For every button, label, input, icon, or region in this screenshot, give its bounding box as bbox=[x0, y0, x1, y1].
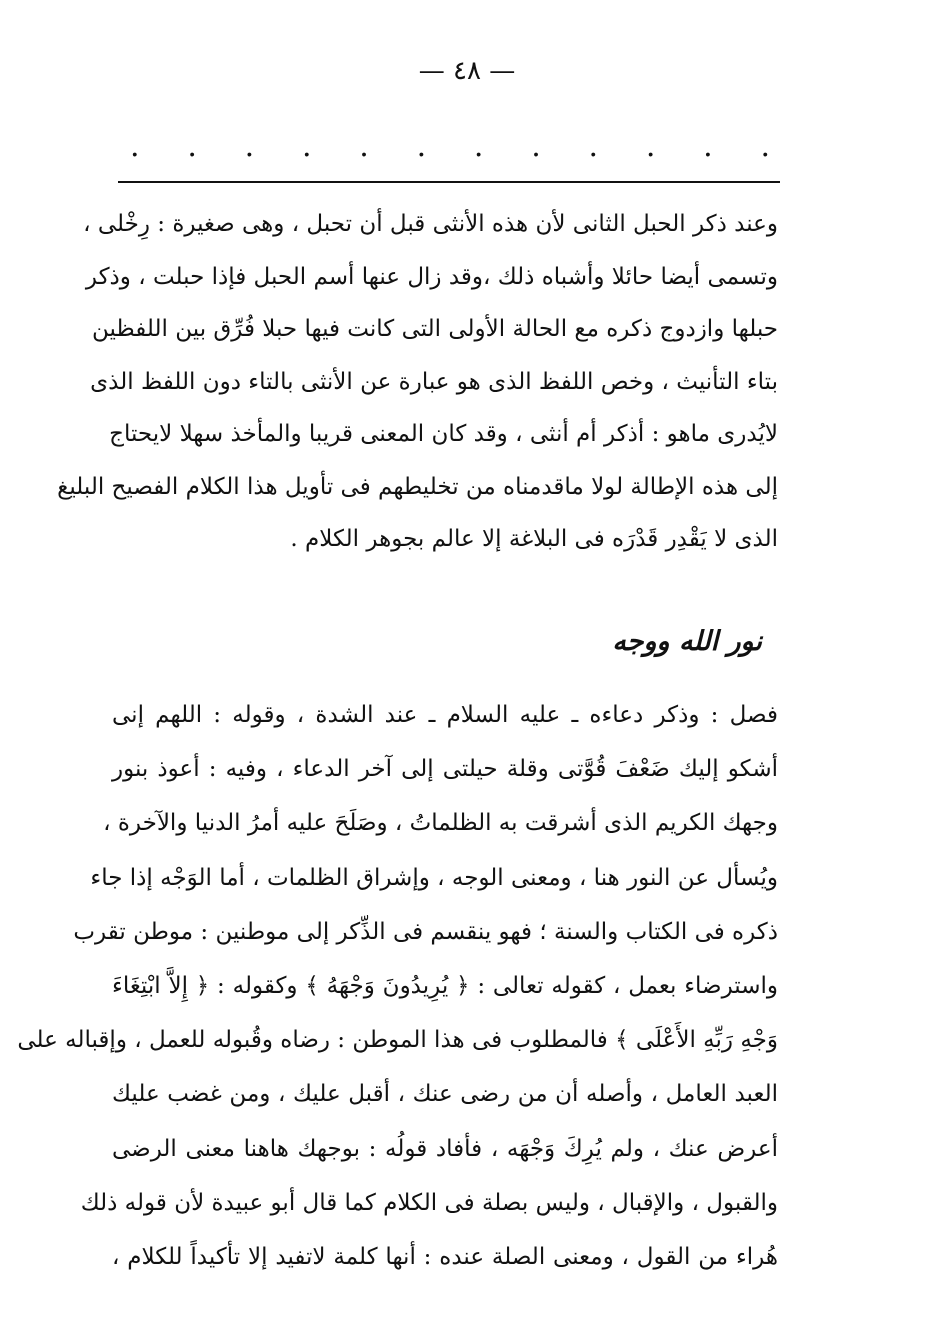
paragraph-continued bbox=[57, 198, 778, 566]
separator-dot: . bbox=[531, 129, 541, 164]
separator-dot: . bbox=[130, 129, 140, 164]
paragraph-section bbox=[17, 688, 778, 1284]
section-heading: نور الله ووجه bbox=[612, 626, 762, 657]
text-line: واسترضاء بعمل ، كقوله تعالى : ﴿ يُرِيدُونَ وَجْهَهُ ﴾ وكقوله : ﴿ إِلاَّ ابْتِغَاءَ bbox=[112, 972, 778, 999]
text-line: لايُدرى ماهو : أذكر أم أنثى ، وقد كان المعنى قريبا والمأخذ سهلا لايحتاج bbox=[109, 421, 778, 447]
text-line: ذكره فى الكتاب والسنة ؛ فهو ينقسم فى الذِّكر إلى موطنين : موطن تقرب bbox=[73, 918, 778, 945]
text-line: وعند ذكر الحبل الثانى لأن هذه الأنثى قبل أن تحبل ، وهى صغيرة : رِخْلى ، bbox=[83, 211, 778, 237]
text-line: إلى هذه الإطالة لولا ماقدمناه من تخليطهم فى تأويل هذا الكلام الفصيح البليغ bbox=[57, 473, 778, 500]
text-line: ويُسأل عن النور هنا ، ومعنى الوجه ، وإشراق الظلمات ، أما الوَجْه إذا جاء bbox=[90, 864, 778, 891]
text-line: فصل : وذكر دعاءه ـ عليه السلام ـ عند الشدة ، وقوله : اللهم إنى bbox=[112, 702, 778, 728]
separator-dot: . bbox=[760, 129, 770, 164]
text-line: أشكو إليك ضَعْفَ قُوَّتى وقلة حيلتى إلى آخر الدعاء ، وفيه : أعوذ بنور bbox=[112, 756, 778, 783]
text-line: العبد العامل ، وأصله أن من رضى عنك ، أقبل عليك ، ومن غضب عليك bbox=[112, 1081, 778, 1108]
text-line: بتاء التأنيث ، وخص اللفظ الذى هو عبارة عن الأنثى بالتاء دون اللفظ الذى bbox=[90, 368, 778, 395]
separator-dot: . bbox=[645, 129, 656, 164]
text-line: هُراء من القول ، ومعنى الصلة عنده : أنها كلمة لاتفيد إلا تأكيداً للكلام ، bbox=[112, 1243, 778, 1270]
separator-dot: . bbox=[416, 129, 427, 164]
separator-dots bbox=[130, 129, 770, 164]
separator-dot: . bbox=[301, 129, 312, 164]
separator-dot: . bbox=[359, 129, 369, 164]
separator-dot: . bbox=[588, 129, 599, 164]
text-line: الذى لا يَقْدِر قَدْرَه فى البلاغة إلا عالم بجوهر الكلام . bbox=[290, 526, 778, 552]
separator-dot: . bbox=[473, 129, 484, 164]
separator-dot: . bbox=[703, 129, 713, 164]
separator-dot: . bbox=[187, 129, 197, 164]
separator-dot: . bbox=[244, 129, 255, 164]
text-line: أعرض عنك ، ولم يُرِكَ وَجْهَه ، فأفاد قولُه : بوجهك هاهنا معنى الرضى bbox=[112, 1135, 778, 1162]
text-line: والقبول ، والإقبال ، وليس بصلة فى الكلام كما قال أبو عبيدة لأن قوله ذلك bbox=[80, 1189, 778, 1216]
text-line: وتسمى أيضا حائلا وأشباه ذلك ،وقد زال عنها أسم الحبل فإذا حبلت ، وذكر bbox=[85, 263, 778, 290]
text-line: وَجْهِ رَبِّهِ الأَعْلَى ﴾ فالمطلوب فى هذا الموطن : رضاه وقُبوله للعمل ، وإقباله على bbox=[17, 1027, 778, 1054]
text-line: حبلها وازدوج ذكره مع الحالة الأولى التى كانت فيها حبلا فُرِّق بين اللفظين bbox=[91, 316, 778, 342]
text-line: وجهك الكريم الذى أشرقت به الظلماتُ ، وصَلَحَ عليه أمرُ الدنيا والآخرة ، bbox=[103, 810, 778, 837]
page-number: — ٤٨ — bbox=[418, 56, 516, 86]
footnote-rule bbox=[118, 181, 780, 183]
